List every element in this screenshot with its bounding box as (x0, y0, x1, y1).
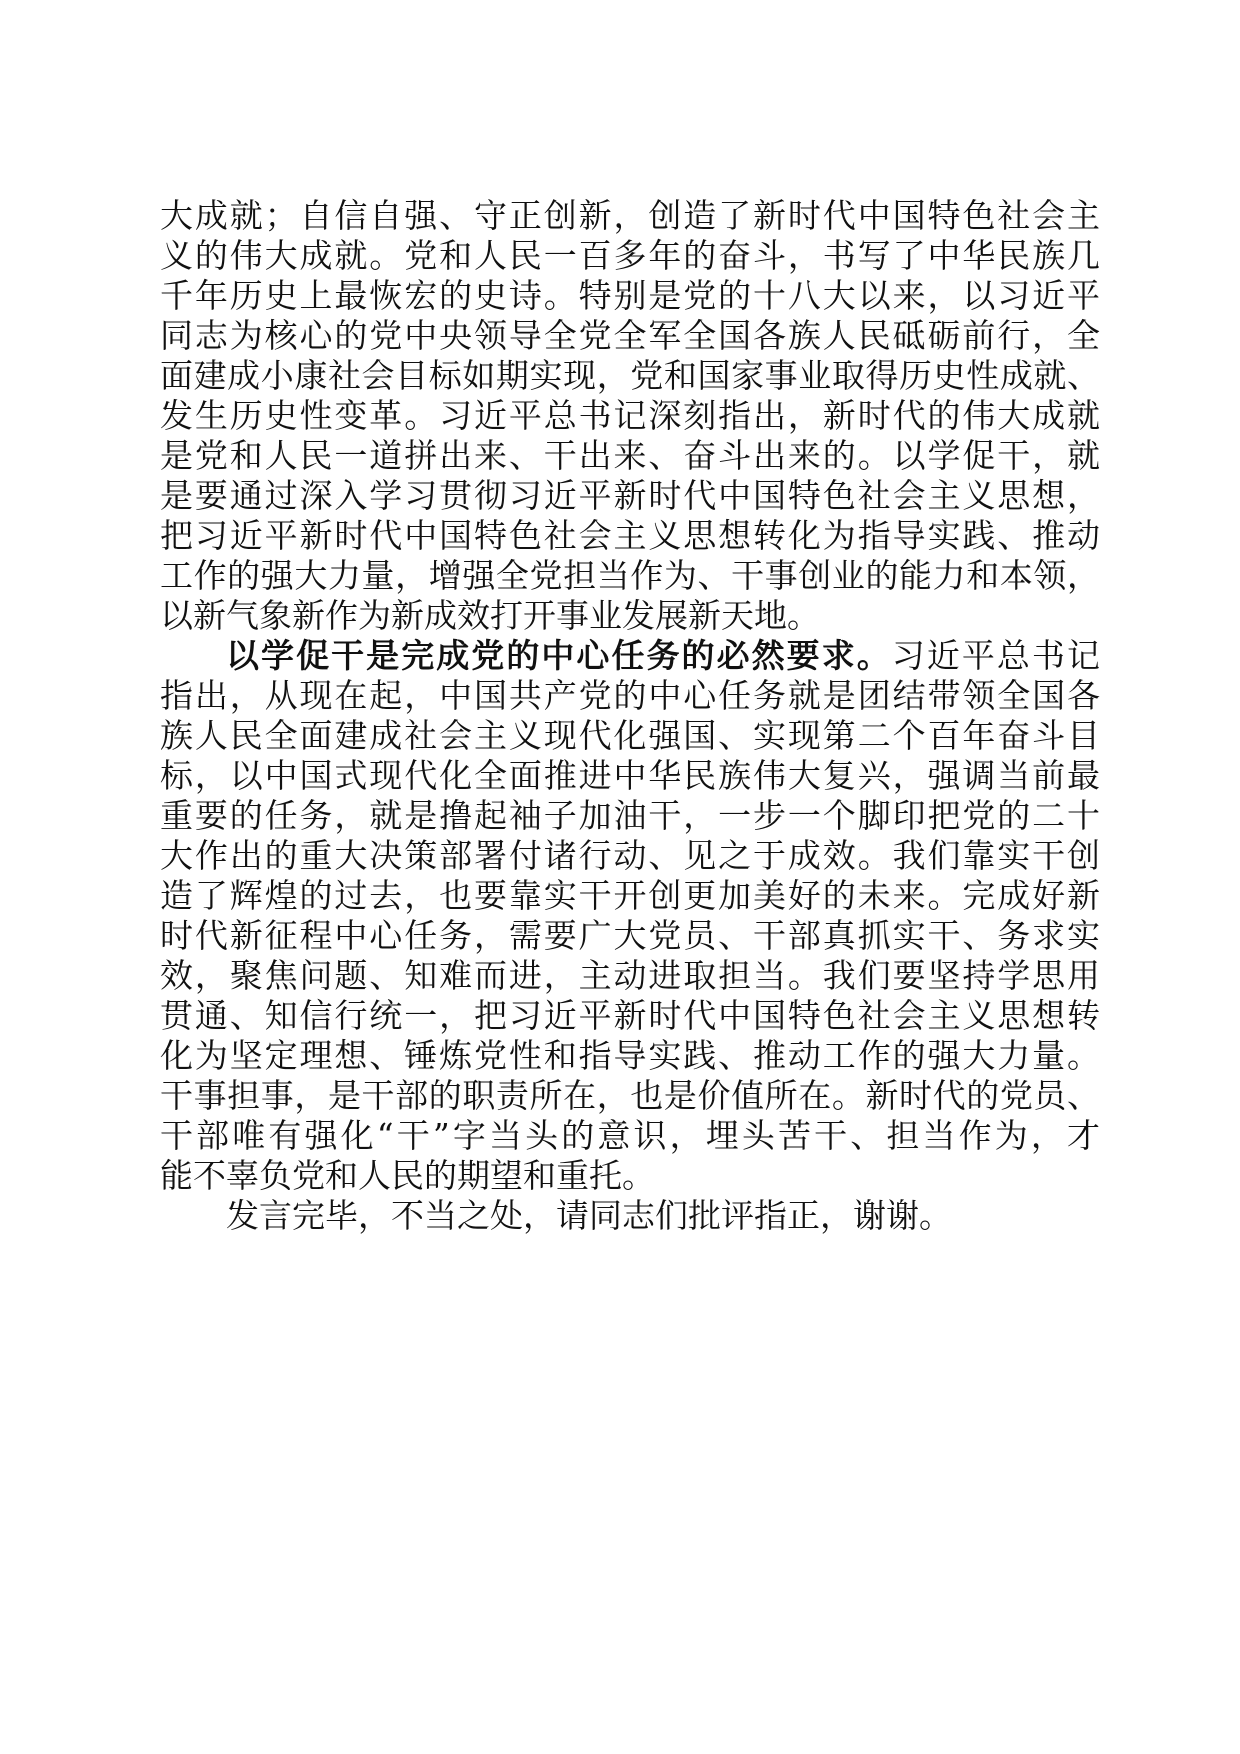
paragraph-line: 千年历史上最恢宏的史诗。特别是党的十八大以来，以习近平 (160, 276, 1100, 315)
first-line-rest: 习近平总书记 (891, 636, 1101, 675)
bold-lead-sentence: 以学促干是完成党的中心任务的必然要求。 (226, 636, 892, 675)
paragraph-2 (160, 636, 1100, 1196)
paragraph-line: 是要通过深入学习贯彻习近平新时代中国特色社会主义思想， (160, 476, 1100, 515)
paragraph-line: 造了辉煌的过去，也要靠实干开创更加美好的未来。完成好新 (160, 876, 1100, 915)
paragraph-line: 是党和人民一道拼出来、干出来、奋斗出来的。以学促干，就 (160, 436, 1100, 475)
document-body (160, 196, 1100, 1236)
paragraph-line: 化为坚定理想、锤炼党性和指导实践、推动工作的强大力量。 (160, 1036, 1100, 1075)
paragraph-line: 能不辜负党和人民的期望和重托。 (160, 1156, 655, 1195)
paragraph-line: 面建成小康社会目标如期实现，党和国家事业取得历史性成就、 (160, 356, 1100, 395)
paragraph-line: 干事担事，是干部的职责所在，也是价值所在。新时代的党员、 (160, 1076, 1100, 1115)
paragraph-line: 大成就；自信自强、守正创新，创造了新时代中国特色社会主 (160, 196, 1100, 235)
paragraph-1 (160, 196, 1100, 636)
paragraph-first-line (160, 636, 1100, 676)
paragraph-line: 时代新征程中心任务，需要广大党员、干部真抓实干、务求实 (160, 916, 1100, 955)
paragraph-line: 干部唯有强化“干”字当头的意识，埋头苦干、担当作为，才 (160, 1116, 1100, 1155)
paragraph-line: 同志为核心的党中央领导全党全军全国各族人民砥砺前行，全 (160, 316, 1100, 355)
paragraph-line: 以新气象新作为新成效打开事业发展新天地。 (160, 596, 820, 635)
paragraph-line: 把习近平新时代中国特色社会主义思想转化为指导实践、推动 (160, 516, 1100, 555)
paragraph-line: 重要的任务，就是撸起袖子加油干，一步一个脚印把党的二十 (160, 796, 1100, 835)
paragraph-line: 大作出的重大决策部署付诸行动、见之于成效。我们靠实干创 (160, 836, 1100, 875)
paragraph-line: 标，以中国式现代化全面推进中华民族伟大复兴，强调当前最 (160, 756, 1100, 795)
paragraph-line: 指出，从现在起，中国共产党的中心任务就是团结带领全国各 (160, 676, 1100, 715)
paragraph-line: 族人民全面建成社会主义现代化强国、实现第二个百年奋斗目 (160, 716, 1100, 755)
paragraph-line: 贯通、知信行统一，把习近平新时代中国特色社会主义思想转 (160, 996, 1100, 1035)
paragraph-line: 工作的强大力量，增强全党担当作为、干事创业的能力和本领， (160, 556, 1100, 595)
closing-line: 发言完毕，不当之处，请同志们批评指正，谢谢。 (226, 1196, 952, 1235)
paragraph-line: 义的伟大成就。党和人民一百多年的奋斗，书写了中华民族几 (160, 236, 1100, 275)
closing-paragraph (160, 1196, 1100, 1236)
paragraph-line: 效，聚焦问题、知难而进，主动进取担当。我们要坚持学思用 (160, 956, 1100, 995)
paragraph-line: 发生历史性变革。习近平总书记深刻指出，新时代的伟大成就 (160, 396, 1100, 435)
